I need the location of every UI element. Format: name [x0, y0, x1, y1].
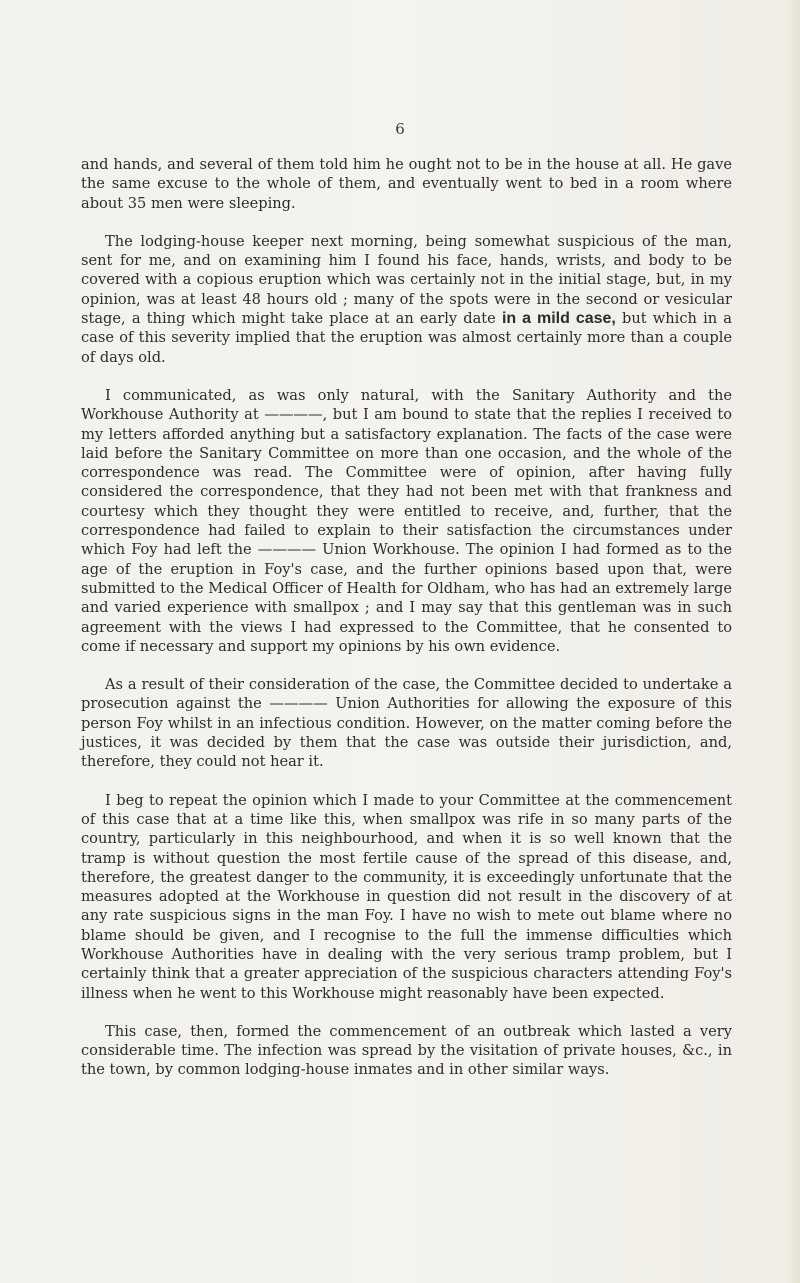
page-edge-shadow — [786, 0, 800, 1283]
paragraph-4: As a result of their consideration of the case, the Committee decided to undertake a prosecution against the ———— Union Authorities for allowing the exposure of this person Foy whilst in an infectious condition. However, on the matter coming before the justices, it was decided by them that the case was outside their jurisdiction, and, therefore, they could not hear it. — [81, 676, 732, 771]
paragraph-5: I beg to repeat the opinion which I made to your Committee at the commencement of this case that at a time like this, when smallpox was rife in so many parts of the country, particularly in this neighbourhood, and when it is so well known that the tramp is without question the most fertile cause of the spread of this disease, and, therefore, the greatest danger to the community, it is exceedingly unfortunate that the measures adopted at the Workhouse in question did not result in the discovery of at any rate suspicious signs in the man Foy. I have no wish to mete out blame where no blame should be given, and I recognise to the full the immense difficulties which Workhouse Authorities have in dealing with the very serious tramp problem, but I certainly think that a greater appreciation of the suspicious characters attending Foy's illness when he went to this Workhouse might reasonably have been expected. — [81, 791, 732, 1002]
paragraph-3: I communicated, as was only natural, with the Sanitary Authority and the Workhouse Authority at ————, but I am bound to state that the replies I received to my letters afforded anything but a satisfactory explanation. The facts of the case were laid before the Sanitary Committee on more than one occasion, and the whole of the correspondence was read. The Committee were of opinion, after having fully considered the correspondence, that they had not been met with that frankness and courtesy which they thought they were entitled to receive, and, further, that the correspondence had failed to explain to their satisfaction the circumstances under which Foy had left the ———— Union Workhouse. The opinion I had formed as to the age of the eruption in Foy's case, and the further opinions based upon that, were submitted to the Medical Officer of Health for Oldham, who has had an extremely large and varied experience with smallpox ; and I may say that this gentleman was in such agreement with the views I had expressed to the Committee, that he consented to come if necessary and support my opinions by his own evidence. — [81, 386, 732, 655]
paragraph-2-emphasis: in a mild case, — [501, 310, 616, 328]
body-text — [81, 155, 732, 1099]
paragraph-2 — [81, 232, 732, 367]
page-number: 6 — [395, 120, 405, 138]
paragraph-1: and hands, and several of them told him he ought not to be in the house at all. He gave the same excuse to the whole of them, and eventually went to bed in a room where about 35 men were sleeping. — [81, 156, 732, 212]
paragraph-6: This case, then, formed the commencement of an outbreak which lasted a very considerable time. The infection was spread by the visitation of private houses, &c., in the town, by common lodging-house inmates and in other similar ways. — [81, 1022, 732, 1079]
paragraph-2-after: but which in a case of this severity implied that the eruption was almost certainly more than a couple of days old. — [81, 310, 732, 366]
paragraph-2-before: The lodging-house keeper next morning, being somewhat suspicious of the man, sent for me, and on examining him I found his face, hands, wrists, and body to be covered with a copious eruption which was certainly not in the initial stage, but, in my opinion, was at least 48 hours old ; many of the spots were in the second or vesicular stage, a thing which might take place at an early date — [81, 232, 732, 328]
